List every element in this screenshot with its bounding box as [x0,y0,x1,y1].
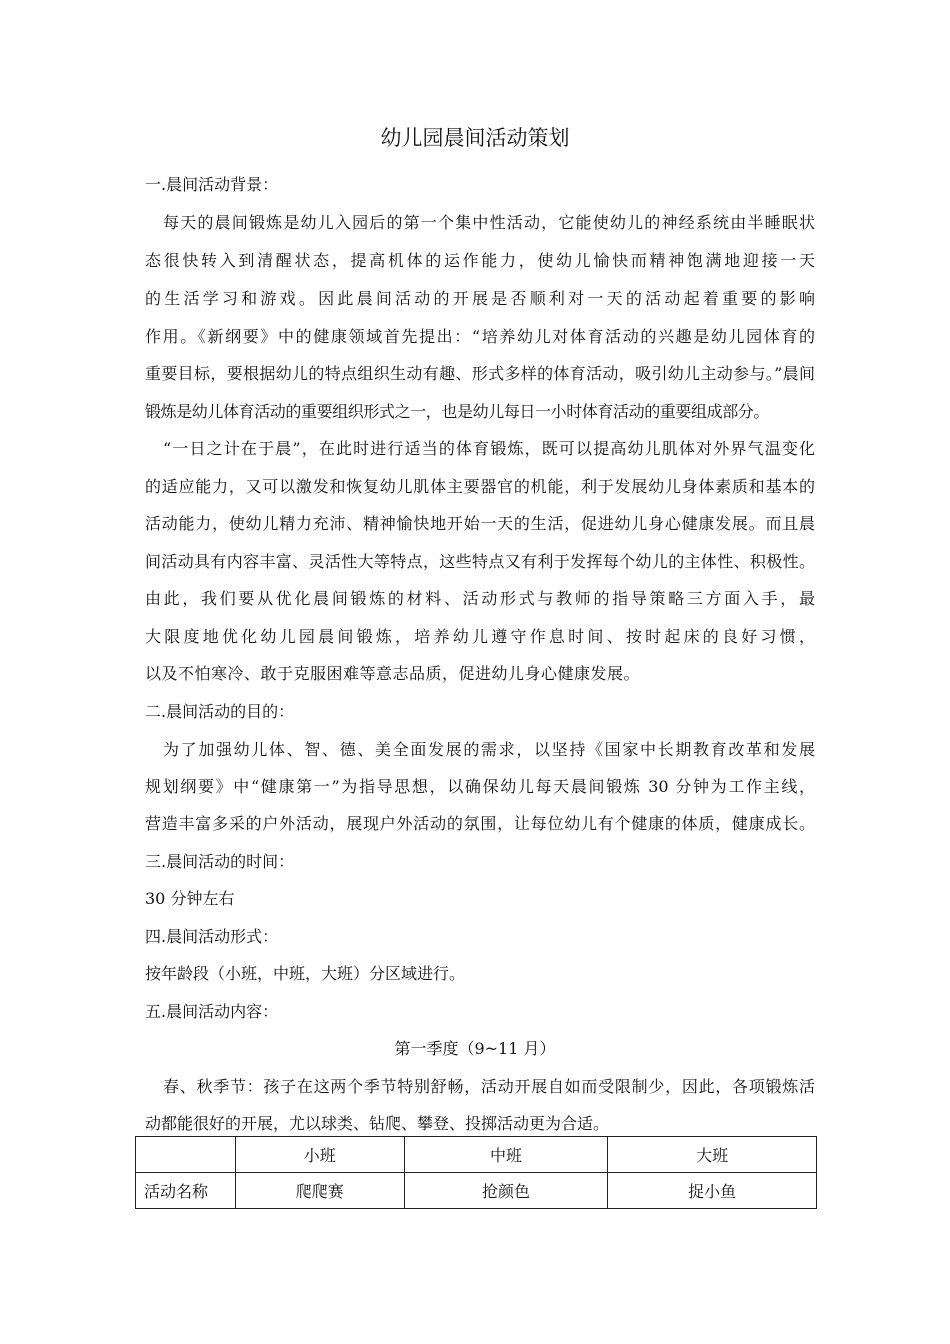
paragraph-line: 营造丰富多采的户外活动，展现户外活动的氛围，让每位幼儿有个健康的体质，健康成长。 [145,814,815,833]
table-cell: 抢颜色 [404,1173,608,1209]
paragraph-line: 作用。《新纲要》中的健康领域首先提出：“培养幼儿对体育活动的兴趣是幼儿园体育的 [145,327,815,346]
section-heading-4: 四.晨间活动形式： [145,927,279,946]
paragraph-line: 锻炼是幼儿体育活动的重要组织形式之一，也是幼儿每日一小时体育活动的重要组成部分。 [145,402,770,421]
paragraph-line: 的生活学习和游戏。因此晨间活动的开展是否顺利对一天的活动起着重要的影响 [145,289,815,308]
paragraph-line: 由此，我们要从优化晨间锻炼的材料、活动形式与教师的指导策略三方面入手，最 [145,589,815,608]
paragraph-line: 的适应能力，又可以激发和恢复幼儿肌体主要器官的机能，利于发展幼儿身体素质和基本的 [145,477,815,496]
table-header-cell: 中班 [404,1137,608,1173]
section-heading-3: 三.晨间活动的时间： [145,852,295,871]
table-cell: 捉小鱼 [608,1173,817,1209]
table-row [136,1173,817,1209]
activity-table [135,1136,817,1209]
paragraph-line: 每天的晨间锻炼是幼儿入园后的第一个集中性活动，它能使幼儿的神经系统由半睡眠状 [163,213,815,232]
paragraph-line: “一日之计在于晨”，在此时进行适当的体育锻炼，既可以提高幼儿肌体对外界气温变化 [163,439,815,458]
paragraph-line: 重要目标，要根据幼儿的特点组织生动有趣、形式多样的体育活动，吸引幼儿主动参与。”晨间 [145,364,815,383]
paragraph-line: 动都能很好的开展，尤以球类、钻爬、攀登、投掷活动更为合适。 [145,1114,610,1133]
table-cell: 爬爬赛 [235,1173,404,1209]
paragraph-line: 为了加强幼儿体、智、德、美全面发展的需求，以坚持《国家中长期教育改革和发展 [163,740,815,759]
table-header-row [136,1137,817,1173]
section-heading-1: 一.晨间活动背景： [145,175,279,194]
table-header-cell: 大班 [608,1137,817,1173]
section-text: 按年龄段（小班，中班，大班）分区域进行。 [145,964,466,983]
section-heading-5: 五.晨间活动内容： [145,1002,279,1021]
section-text: 30 分钟左右 [145,889,235,908]
paragraph-line: 春、秋季节：孩子在这两个季节特别舒畅，活动开展自如而受限制少，因此，各项锻炼活 [163,1077,815,1096]
table-header-cell: 小班 [235,1137,404,1173]
season-heading: 第一季度（9~11 月） [394,1039,556,1058]
table-cell: 活动名称 [136,1173,236,1209]
paragraph-line: 间活动具有内容丰富、灵活性大等特点，这些特点又有利于发挥每个幼儿的主体性、积极性。 [145,552,815,571]
paragraph-line: 大限度地优化幼儿园晨间锻炼，培养幼儿遵守作息时间、按时起床的良好习惯， [145,627,815,646]
paragraph-line: 态很快转入到清醒状态，提高机体的运作能力，使幼儿愉快而精神饱满地迎接一天 [145,251,815,270]
paragraph-line: 规划纲要》中“健康第一”为指导思想，以确保幼儿每天晨间锻炼 30 分钟为工作主线， [145,777,815,796]
paragraph-line: 以及不怕寒冷、敢于克服困难等意志品质，促进幼儿身心健康发展。 [145,664,641,683]
paragraph-line: 活动能力，使幼儿精力充沛、精神愉快地开始一天的生活，促进幼儿身心健康发展。而且晨 [145,514,815,533]
page-title: 幼儿园晨间活动策划 [380,126,570,150]
table-header-cell [136,1137,236,1173]
section-heading-2: 二.晨间活动的目的： [145,702,295,721]
